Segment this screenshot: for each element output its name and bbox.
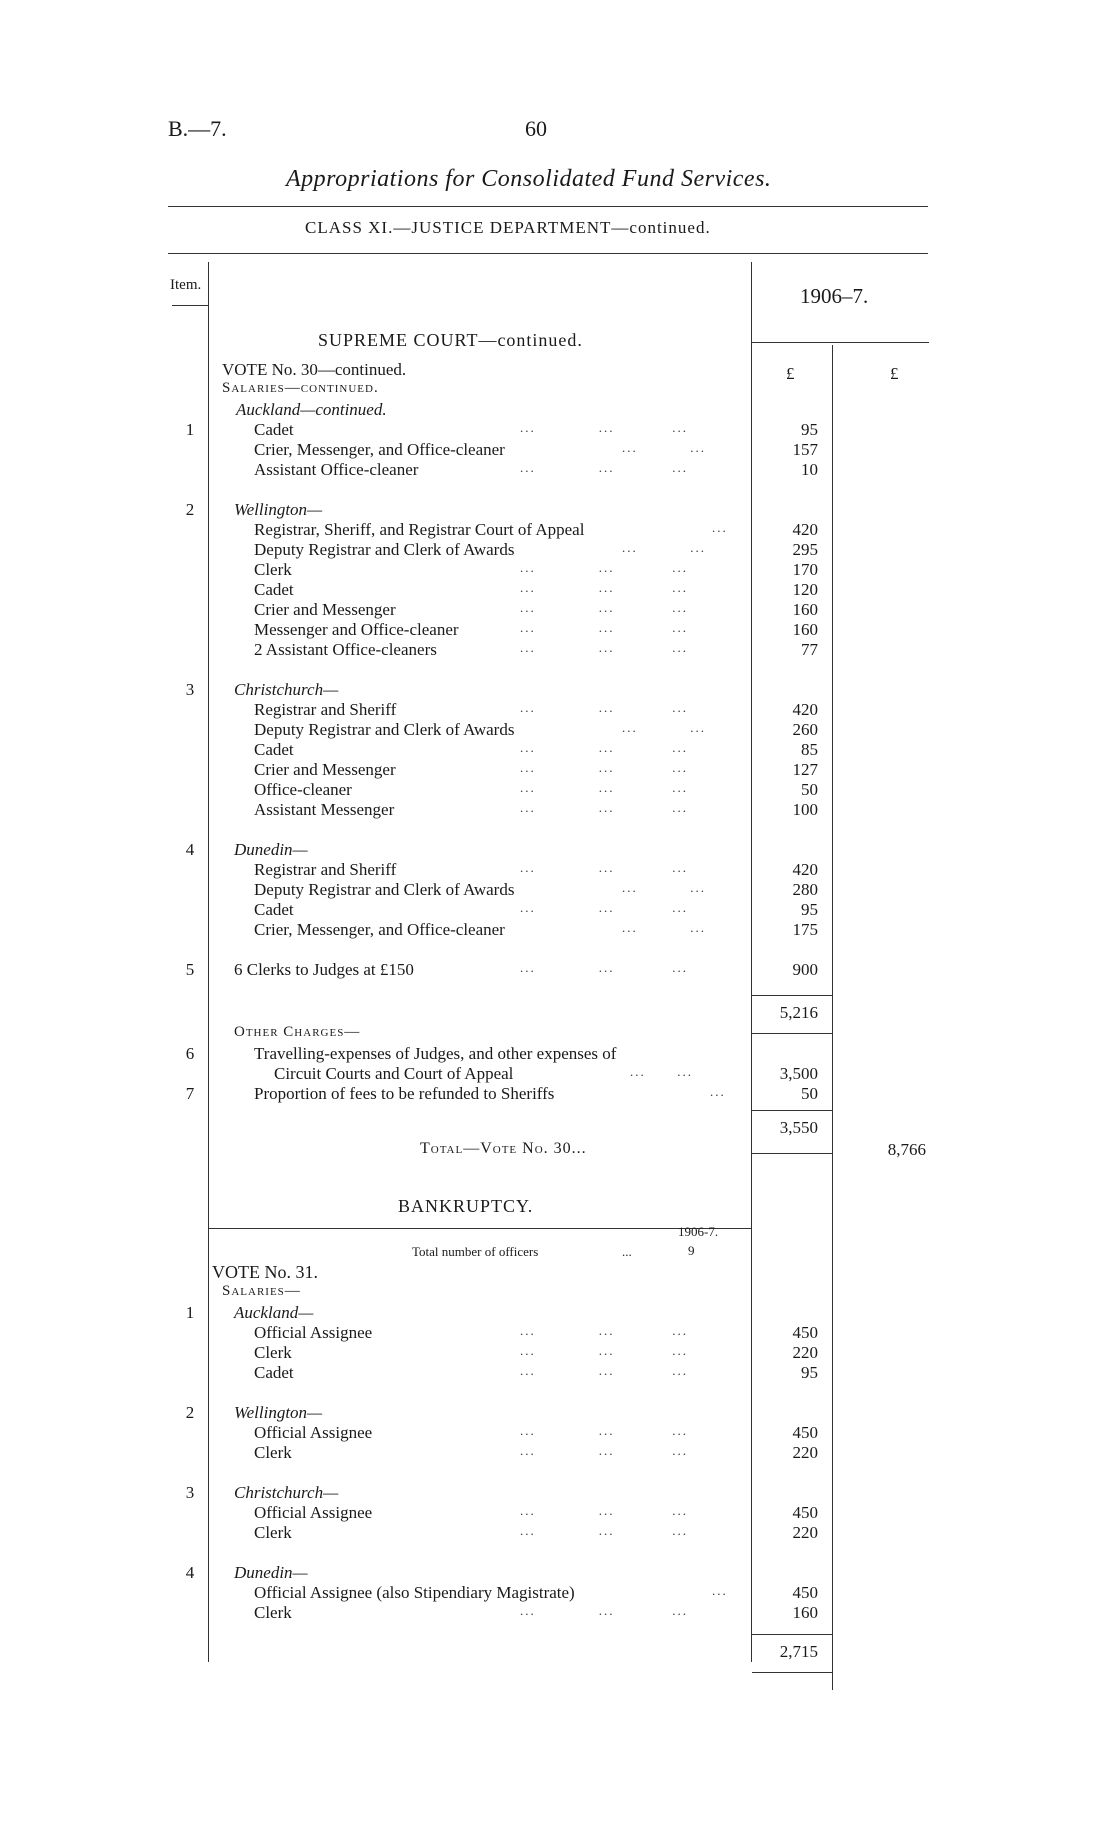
- rule-item-header: [172, 305, 208, 306]
- line-amount: 100: [792, 800, 818, 819]
- line-label: Official Assignee: [254, 1323, 373, 1342]
- city-label: Dunedin—: [234, 1563, 308, 1582]
- line-amount: 260: [792, 720, 818, 739]
- travel-label-2: Circuit Courts and Court of Appeal: [274, 1064, 514, 1083]
- line-amount: 95: [801, 1363, 818, 1382]
- item-number: 4: [185, 840, 195, 859]
- dot-leader: ... ... ...: [520, 420, 688, 435]
- line-amount: 85: [801, 740, 818, 759]
- dot-leader: ... ...: [622, 880, 706, 895]
- line-row: [0, 620, 1114, 640]
- item-number: 4: [185, 1563, 195, 1582]
- total-vote-30-label: Total—Vote No. 30...: [420, 1140, 587, 1157]
- city-label: Christchurch—: [234, 1483, 339, 1502]
- line-label: 6 Clerks to Judges at £150: [234, 960, 414, 979]
- travel-label-1: Travelling-expenses of Judges, and other expenses of: [254, 1044, 617, 1063]
- dot-leader: ... ... ...: [520, 860, 688, 875]
- city-label: Wellington—: [234, 500, 323, 519]
- dot-leader: ... ... ...: [520, 900, 688, 915]
- travel-row-2: [0, 1064, 1114, 1084]
- page-number: 60: [525, 116, 547, 141]
- city-label: Christchurch—: [234, 680, 339, 699]
- dot-leader: ... ... ...: [520, 1423, 688, 1438]
- line-amount: 160: [792, 620, 818, 639]
- rule-sub3-bottom: [752, 1672, 832, 1673]
- item-number: 2: [185, 1403, 195, 1422]
- col-item-header: Item.: [170, 277, 202, 293]
- class-heading: CLASS XI.—JUSTICE DEPARTMENT—continued.: [305, 218, 711, 237]
- line-label: Deputy Registrar and Clerk of Awards: [254, 880, 515, 899]
- line-label: 2 Assistant Office-cleaners: [254, 640, 437, 659]
- line-label: Registrar and Sheriff: [254, 860, 397, 879]
- line-row: [0, 420, 1114, 440]
- dot-leader: ...: [710, 1084, 726, 1099]
- officers-year: 1906-7.: [678, 1224, 719, 1239]
- fees-item: 7: [185, 1084, 195, 1103]
- vote-30: VOTE No. 30—continued.: [222, 360, 407, 379]
- line-label: Registrar, Sheriff, and Registrar Court of Appeal: [254, 520, 585, 539]
- dot-leader: ... ... ...: [520, 620, 688, 635]
- auckland-continued: Auckland—continued.: [236, 400, 387, 419]
- line-row: [0, 540, 1114, 560]
- line-row: [0, 1583, 1114, 1603]
- dot-leader: ... ... ...: [520, 800, 688, 815]
- dot-leader: ... ...: [630, 1064, 693, 1079]
- dot-leader: ... ... ...: [520, 760, 688, 775]
- travel-item: 6: [185, 1044, 195, 1063]
- line-amount: 450: [792, 1583, 818, 1602]
- line-row: [0, 1603, 1114, 1623]
- line-row: [0, 740, 1114, 760]
- rule-top: [168, 206, 928, 207]
- line-label: Clerk: [254, 1603, 292, 1622]
- line-amount: 295: [792, 540, 818, 559]
- line-row: [0, 1323, 1114, 1343]
- line-row: [0, 520, 1114, 540]
- city-row: [0, 1303, 1114, 1323]
- line-label: Clerk: [254, 560, 292, 579]
- line-label: Cadet: [254, 420, 294, 439]
- line-amount: 95: [801, 420, 818, 439]
- line-row: [0, 860, 1114, 880]
- dot-leader: ... ...: [622, 920, 706, 935]
- line-amount: 900: [792, 960, 818, 979]
- line-amount: 420: [792, 860, 818, 879]
- dot-leader: ... ... ...: [520, 1503, 688, 1518]
- line-amount: 10: [801, 460, 818, 479]
- line-amount: 160: [792, 1603, 818, 1622]
- line-label: Crier, Messenger, and Office-cleaner: [254, 440, 505, 459]
- travel-amount: 3,500: [779, 1064, 818, 1083]
- rule-under-class: [168, 253, 928, 254]
- currency-2: £: [890, 364, 899, 383]
- line-label: Clerk: [254, 1443, 292, 1462]
- line-label: Assistant Office-cleaner: [254, 460, 419, 479]
- city-row: [0, 1403, 1114, 1423]
- dot-leader: ... ... ...: [520, 740, 688, 755]
- rule-sub1-bottom: [752, 1033, 832, 1034]
- vote-31: VOTE No. 31.: [212, 1262, 318, 1282]
- line-row: [0, 880, 1114, 900]
- subtotal-other: 3,550: [779, 1118, 818, 1137]
- line-amount: 50: [801, 780, 818, 799]
- line-row: [0, 780, 1114, 800]
- officers-count: 9: [688, 1243, 695, 1258]
- item-number: 3: [185, 680, 195, 699]
- item-number: 1: [185, 1303, 195, 1322]
- dot-leader: ... ... ...: [520, 1523, 688, 1538]
- rule-year-header: [751, 342, 929, 343]
- line-label: Official Assignee: [254, 1423, 373, 1442]
- line-amount: 170: [792, 560, 818, 579]
- line-row: [0, 1343, 1114, 1363]
- dot-leader: ... ... ...: [520, 1603, 688, 1618]
- line-amount: 127: [792, 760, 818, 779]
- line-amount: 280: [792, 880, 818, 899]
- dot-leader: ...: [712, 520, 728, 535]
- city-row: [0, 680, 1114, 700]
- dot-leader: ... ... ...: [520, 640, 688, 655]
- line-label: Messenger and Office-cleaner: [254, 620, 459, 639]
- line-label: Official Assignee (also Stipendiary Magistrate): [254, 1583, 575, 1602]
- other-charges-label: Other Charges—: [234, 1024, 361, 1040]
- salaries-label-2: Salaries—: [222, 1283, 301, 1299]
- city-label: Wellington—: [234, 1403, 323, 1422]
- dot-leader: ... ... ...: [520, 700, 688, 715]
- rule-bankruptcy: [208, 1228, 752, 1229]
- line-label: Registrar and Sheriff: [254, 700, 397, 719]
- line-row: [0, 720, 1114, 740]
- city-row: [0, 1483, 1114, 1503]
- line-amount: 450: [792, 1503, 818, 1522]
- line-row: [0, 440, 1114, 460]
- item-number: 5: [185, 960, 195, 979]
- col-year-header: 1906–7.: [800, 284, 869, 308]
- line-label: Deputy Registrar and Clerk of Awards: [254, 720, 515, 739]
- line-label: Crier and Messenger: [254, 760, 396, 779]
- line-amount: 95: [801, 900, 818, 919]
- item-number: 3: [185, 1483, 195, 1502]
- rule-sub2-bottom: [752, 1153, 832, 1154]
- line-label: Clerk: [254, 1343, 292, 1362]
- dot-leader: ... ... ...: [520, 600, 688, 615]
- line-label: Crier, Messenger, and Office-cleaner: [254, 920, 505, 939]
- line-amount: 220: [792, 1523, 818, 1542]
- dot-leader: ... ... ...: [520, 580, 688, 595]
- dot-leader: ... ...: [622, 540, 706, 555]
- line-label: Cadet: [254, 1363, 294, 1382]
- line-label: Office-cleaner: [254, 780, 352, 799]
- dot-leader: ... ... ...: [520, 1323, 688, 1338]
- line-row: [0, 960, 1114, 980]
- line-label: Official Assignee: [254, 1503, 373, 1522]
- dot-leader: ... ... ...: [520, 960, 688, 975]
- line-row: [0, 560, 1114, 580]
- city-label: Dunedin—: [234, 840, 308, 859]
- line-row: [0, 1503, 1114, 1523]
- rule-sub2-top: [752, 1110, 832, 1111]
- line-row: [0, 1363, 1114, 1383]
- line-label: Cadet: [254, 900, 294, 919]
- section1-heading: SUPREME COURT—continued.: [318, 330, 583, 350]
- line-label: Crier and Messenger: [254, 600, 396, 619]
- dot-leader: ... ... ...: [520, 460, 688, 475]
- page-ref: B.—7.: [168, 116, 227, 141]
- fees-amount: 50: [801, 1084, 818, 1103]
- dot-leader: ... ... ...: [520, 560, 688, 575]
- dot-leader: ... ... ...: [520, 780, 688, 795]
- dot-leader: ...: [712, 1583, 728, 1598]
- item-number: 1: [185, 420, 195, 439]
- total-vote-30-amount: 8,766: [887, 1140, 926, 1159]
- salaries-label: Salaries—continued.: [222, 380, 379, 396]
- page-title: Appropriations for Consolidated Fund Services.: [286, 166, 772, 192]
- line-amount: 77: [801, 640, 818, 659]
- dot-leader: ... ... ...: [520, 1363, 688, 1378]
- line-row: [0, 600, 1114, 620]
- line-amount: 120: [792, 580, 818, 599]
- line-row: [0, 1423, 1114, 1443]
- city-row: [0, 840, 1114, 860]
- fees-row: [0, 1084, 1114, 1104]
- line-label: Deputy Registrar and Clerk of Awards: [254, 540, 515, 559]
- line-label: Cadet: [254, 740, 294, 759]
- line-row: [0, 900, 1114, 920]
- rule-sub1-top: [752, 995, 832, 996]
- line-label: Cadet: [254, 580, 294, 599]
- line-label: Assistant Messenger: [254, 800, 395, 819]
- city-label: Auckland—: [234, 1303, 314, 1322]
- line-amount: 220: [792, 1343, 818, 1362]
- section2-heading: BANKRUPTCY.: [398, 1196, 534, 1216]
- city-row: [0, 1563, 1114, 1583]
- line-row: [0, 760, 1114, 780]
- line-label: Clerk: [254, 1523, 292, 1542]
- rule-sub3-top: [752, 1634, 832, 1635]
- line-row: [0, 700, 1114, 720]
- line-amount: 175: [792, 920, 818, 939]
- dot-leader: ... ...: [622, 440, 706, 455]
- line-amount: 220: [792, 1443, 818, 1462]
- city-row: [0, 500, 1114, 520]
- item-number: 2: [185, 500, 195, 519]
- fees-label: Proportion of fees to be refunded to Sheriffs: [254, 1084, 555, 1103]
- line-row: [0, 1443, 1114, 1463]
- line-amount: 420: [792, 520, 818, 539]
- currency-1: £: [786, 364, 795, 383]
- line-row: [0, 800, 1114, 820]
- line-row: [0, 460, 1114, 480]
- subtotal-salaries: 5,216: [779, 1003, 818, 1022]
- dot-leader: ... ... ...: [520, 1343, 688, 1358]
- line-row: [0, 580, 1114, 600]
- line-amount: 450: [792, 1323, 818, 1342]
- subtotal-bankruptcy: 2,715: [779, 1642, 818, 1661]
- line-row: [0, 1523, 1114, 1543]
- officers-dots: ...: [622, 1244, 632, 1259]
- dot-leader: ... ... ...: [520, 1443, 688, 1458]
- line-row: [0, 920, 1114, 940]
- line-amount: 420: [792, 700, 818, 719]
- line-amount: 160: [792, 600, 818, 619]
- line-amount: 450: [792, 1423, 818, 1442]
- officers-label: Total number of officers: [412, 1244, 539, 1259]
- dot-leader: ... ...: [622, 720, 706, 735]
- line-row: [0, 640, 1114, 660]
- travel-row: [0, 1044, 1114, 1064]
- line-amount: 157: [792, 440, 818, 459]
